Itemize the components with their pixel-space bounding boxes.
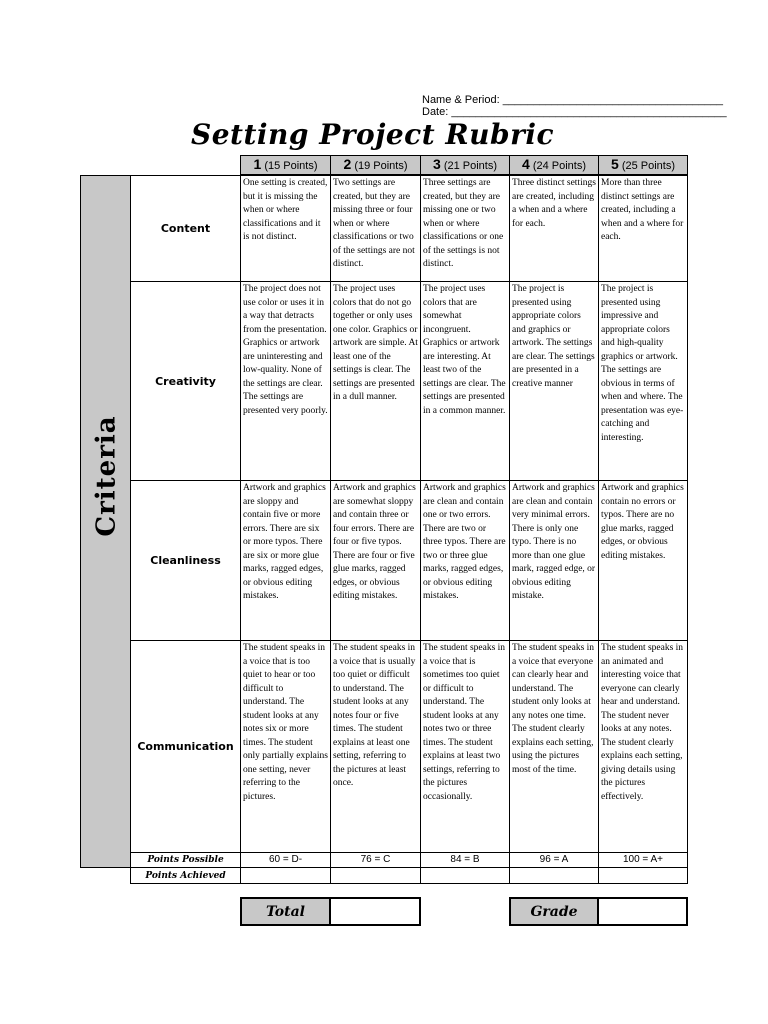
page-title: Setting Project Rubric bbox=[191, 118, 555, 151]
column-number: 3 bbox=[432, 156, 441, 172]
points-possible-value: 60 = D- bbox=[240, 852, 331, 868]
rubric-cell: The student speaks in an animated and interesting voice that everyone can clearly hear and understand. The student never looks at any notes. The student clearly explains each setting, giving details using the pictures effectively. bbox=[598, 640, 688, 853]
points-possible-label: Points Possible bbox=[130, 852, 241, 868]
rubric-cell: Artwork and graphics are somewhat sloppy and contain three or four errors. There are four or five typos. There are four or five glue marks, ragged edges, or obvious editing mistakes. bbox=[330, 480, 421, 641]
points-possible-value: 96 = A bbox=[509, 852, 599, 868]
rubric-cell: The project does not use color or uses it in a way that detracts from the presentation. Graphics or artwork are uninteresting and low-quality. None of the settings are clear. The settings are presented very poorly. bbox=[240, 281, 331, 481]
total-label: Total bbox=[240, 897, 331, 926]
points-achieved-field[interactable] bbox=[240, 867, 331, 884]
points-possible-value: 76 = C bbox=[330, 852, 421, 868]
rubric-cell: Artwork and graphics are clean and contain one or two errors. There are two or three typos. There are two or three glue marks, ragged edges, or obvious editing mistakes. bbox=[420, 480, 510, 641]
rubric-cell: The project uses colors that are somewhat incongruent. Graphics or artwork are interesting. At least two of the settings are clear. The settings are presented in a common manner. bbox=[420, 281, 510, 481]
points-possible-value: 100 = A+ bbox=[598, 852, 688, 868]
rubric-cell: One setting is created, but it is missing the when or where classifications and it is not distinct. bbox=[240, 175, 331, 282]
rubric-cell: Artwork and graphics are sloppy and contain five or more errors. There are six or more typos. There are six or more glue marks, ragged edges, or obvious editing mistakes. bbox=[240, 480, 331, 641]
rubric-cell: The student speaks in a voice that is usually too quiet or difficult to understand. The student looks at any notes four or five times. The student explains at least one setting, referring to the pictures at least once. bbox=[330, 640, 421, 853]
points-possible-value: 84 = B bbox=[420, 852, 510, 868]
column-points: (15 Points) bbox=[264, 160, 318, 172]
criterion-content: Content bbox=[130, 175, 241, 282]
rubric-cell: Three settings are created, but they are missing one or two when or where classifications or one of the settings is not distinct. bbox=[420, 175, 510, 282]
rubric-cell: The project uses colors that do not go together or only uses one color. Graphics or artwork are simple. At least one of the settings is clear. The settings are presented in a dull manner. bbox=[330, 281, 421, 481]
grade-label: Grade bbox=[509, 897, 599, 926]
points-achieved-label: Points Achieved bbox=[130, 867, 241, 884]
column-header-2 bbox=[330, 155, 421, 175]
rubric-cell: The project is presented using impressive and appropriate colors and high-quality graphics or artwork. The settings are obvious in terms of when and where. The presentation was eye-catching and interesting. bbox=[598, 281, 688, 481]
name-period-line: Name & Period: ____________________________________ bbox=[422, 94, 723, 106]
rubric-cell: Two settings are created, but they are missing three or four when or where classifications or two of the settings are not distinct. bbox=[330, 175, 421, 282]
rubric-cell: The student speaks in a voice that everyone can clearly hear and understand. The student only looks at any notes one time. The student clearly explains each setting, using the pictures most of the time. bbox=[509, 640, 599, 853]
rubric-cell: Artwork and graphics contain no errors or typos. There are no glue marks, ragged edges, or obvious editing mistakes. bbox=[598, 480, 688, 641]
column-header-3 bbox=[420, 155, 510, 175]
rubric-cell: More than three distinct settings are created, including a when and a where for each. bbox=[598, 175, 688, 282]
points-achieved-field[interactable] bbox=[420, 867, 510, 884]
column-number: 4 bbox=[521, 156, 530, 172]
points-achieved-field[interactable] bbox=[330, 867, 421, 884]
criteria-side-label: Criteria bbox=[91, 415, 122, 537]
rubric-cell: The student speaks in a voice that is sometimes too quiet or difficult to understand. The student looks at any notes two or three times. The student explains at least two settings, referring to the pictures occasionally. bbox=[420, 640, 510, 853]
column-header-5 bbox=[598, 155, 688, 175]
criterion-cleanliness: Cleanliness bbox=[130, 480, 241, 641]
column-number: 2 bbox=[343, 156, 352, 172]
date-line: Date: _____________________________________________ bbox=[422, 106, 727, 118]
criteria-side-band bbox=[80, 175, 131, 868]
rubric-cell: Artwork and graphics are clean and contain very minimal errors. There is only one typo. There is no more than one glue mark, ragged edge, or obvious editing mistake. bbox=[509, 480, 599, 641]
column-header-4 bbox=[509, 155, 599, 175]
points-achieved-field[interactable] bbox=[509, 867, 599, 884]
criterion-creativity: Creativity bbox=[130, 281, 241, 481]
rubric-cell: Three distinct settings are created, including a when and a where for each. bbox=[509, 175, 599, 282]
total-field[interactable] bbox=[329, 897, 421, 926]
column-number: 1 bbox=[253, 156, 262, 172]
rubric-cell: The project is presented using appropriate colors and graphics or artwork. The settings are clear. The settings are presented in a creative manner bbox=[509, 281, 599, 481]
grade-field[interactable] bbox=[597, 897, 688, 926]
column-points: (24 Points) bbox=[532, 160, 587, 172]
column-header-1 bbox=[240, 155, 331, 175]
column-points: (25 Points) bbox=[621, 160, 676, 172]
column-number: 5 bbox=[610, 156, 619, 172]
points-achieved-field[interactable] bbox=[598, 867, 688, 884]
rubric-cell: The student speaks in a voice that is too quiet to hear or too difficult to understand. The student looks at any notes six or more times. The student only partially explains one setting, never referring to the pictures. bbox=[240, 640, 331, 853]
column-points: (19 Points) bbox=[354, 160, 408, 172]
criterion-communication: Communication bbox=[130, 640, 241, 853]
column-points: (21 Points) bbox=[443, 160, 498, 172]
